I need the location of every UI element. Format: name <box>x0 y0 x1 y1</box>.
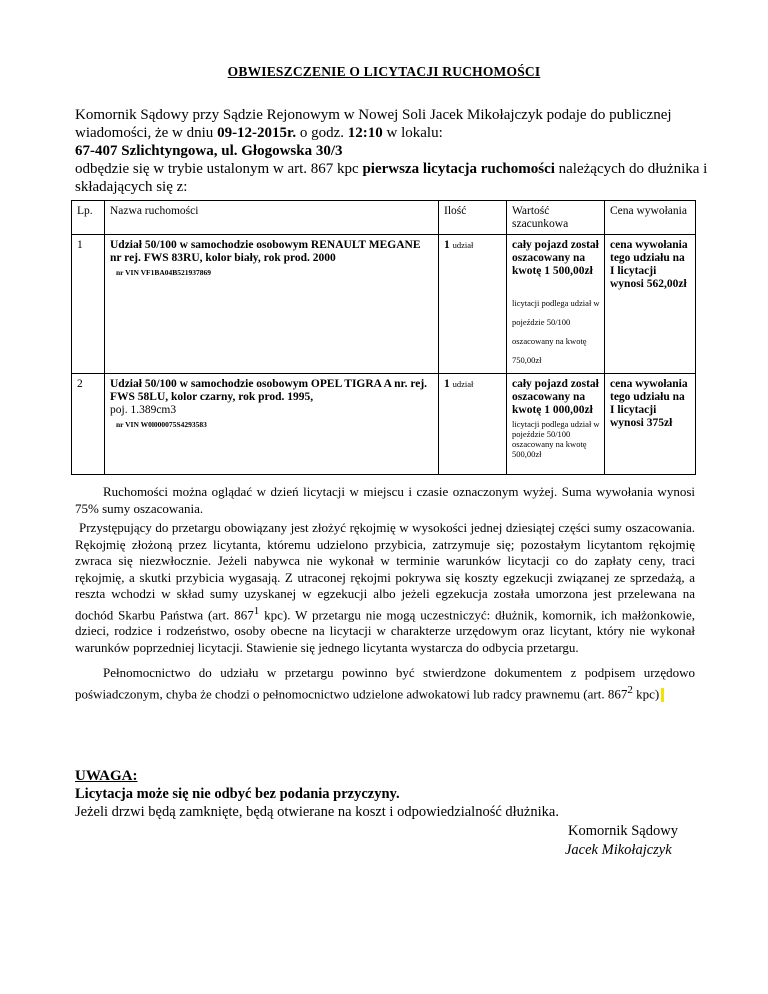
starting-price: cena wywołania tego udziału na I licytacji wynosi 562,00zł <box>610 239 688 290</box>
qty-unit: udział <box>452 379 474 389</box>
footnote-marker: 2 <box>627 683 633 696</box>
header-qty: Ilość <box>439 201 507 235</box>
item-registration: nr rej. FWS 83RU, kolor biały, rok prod. 2000 <box>110 252 336 264</box>
table-row <box>72 235 696 374</box>
starting-price: cena wywołania tego udziału na I licytacji wynosi 375zł <box>610 378 688 429</box>
value-estimate: cały pojazd został oszacowany na kwotę 1 500,00zł <box>512 239 599 277</box>
intro-text: o godz. <box>296 125 348 141</box>
intro-text: należących do dłużnika i składających się z: <box>75 161 708 195</box>
row-name <box>105 374 439 475</box>
intro-paragraph <box>75 106 715 196</box>
qty-unit: udział <box>452 240 474 250</box>
auction-time: 12:10 <box>347 125 383 141</box>
row-price <box>605 374 696 475</box>
row-lp: 1 <box>72 235 105 374</box>
intro-text: w lokalu: <box>382 125 443 141</box>
intro-text: Komornik Sądowy przy Sądzie Rejonowym w Nowej Soli Jacek Mikołajczyk podaje do publicznej wiadomości, że w dniu <box>75 107 672 141</box>
signature-name: Jacek Mikołajczyk <box>565 842 672 858</box>
proxy-text: kpc) <box>632 685 660 701</box>
row-value <box>507 374 605 475</box>
value-note: licytacji podlega udział w pojeździe 50/100 oszacowany na kwotę 750,00zł <box>512 298 600 365</box>
deposit-text: kpc). W przetargu nie mogą uczestniczyć: dłużnik, komornik, ich małżonkowie, dzieci, rodzice i rodzeństwo, osoby obecne na licytacji w charakterze urzędowym oraz licytant, który nie wykonał warunków poprzedniej licytacji. Stawienie się jednego licytanta wystarcza do odbycia przetargu. <box>75 606 695 655</box>
notice-line: Jeżeli drzwi będą zamknięte, będą otwierane na koszt i odpowiedzialność dłużnika. <box>75 804 559 820</box>
viewing-paragraph: Ruchomości można oglądać w dzień licytacji w miejscu i czasie oznaczonym wyżej. Suma wywołania wynosi 75% sumy oszacowania. <box>75 484 695 516</box>
item-vin: nr VIN W0l000075S4293583 <box>116 420 207 429</box>
item-name: Udział 50/100 w samochodzie osobowym OPEL TIGRA A nr. rej. FWS 58LU, kolor czarny, rok prod. 1995, <box>110 378 428 403</box>
text-cursor <box>661 688 664 702</box>
item-capacity: poj. 1.389cm3 <box>110 404 177 416</box>
deposit-paragraph <box>75 520 695 656</box>
row-name <box>105 235 439 374</box>
qty-number: 1 <box>444 239 450 251</box>
items-table <box>71 200 696 475</box>
document-title: OBWIESZCZENIE O LICYTACJI RUCHOMOŚCI <box>227 64 541 79</box>
notice-line: Licytacja może się nie odbyć bez podania przyczyny. <box>75 786 400 802</box>
header-lp: Lp. <box>72 201 105 235</box>
deposit-text: Przystępujący do przetargu obowiązany jest złożyć rękojmię w wysokości jednej dziesiątej części sumy oszacowania. Rękojmię złożoną przez licytanta, któremu udzielono przybicia, zatrzymuje się; pozostałym licytantom rękojmię zwraca się niezwłocznie. Jeżeli nabywca nie wykonał w terminie warunków licytacji co do zapłaty ceny, traci rękojmię, a skutki przybicia wygasają. Z utraconej rękojmi pokrywa się koszty egzekucji związanej ze sprzedażą, a reszta wchodzi w skład sumy uzyskanej w egzekucji albo jeżeli egzekucja została umorzona jest przelewana na dochód Skarbu Państwa (art. 867 <box>75 520 695 622</box>
table-row <box>72 374 696 475</box>
intro-text: odbędzie się w trybie ustalonym w art. 867 kpc <box>75 161 363 177</box>
header-price: Cena wywołania <box>605 201 696 235</box>
row-lp: 2 <box>72 374 105 475</box>
row-qty <box>439 374 507 475</box>
header-value: Wartość szacunkowa <box>507 201 605 235</box>
header-name: Nazwa ruchomości <box>105 201 439 235</box>
footnote-marker: 1 <box>253 604 260 617</box>
signature-role: Komornik Sądowy <box>568 823 678 839</box>
row-price <box>605 235 696 374</box>
proxy-paragraph <box>75 665 695 702</box>
auction-address: 67-407 Szlichtyngowa, ul. Głogowska 30/3 <box>75 143 343 159</box>
value-estimate: cały pojazd został oszacowany na kwotę 1 000,00zł <box>512 378 599 416</box>
item-vin: nr VIN VF1BA04B521937869 <box>116 268 212 277</box>
notice-heading: UWAGA: <box>75 768 138 784</box>
table-header-row <box>72 201 696 235</box>
proxy-text: Pełnomocnictwo do udziału w przetargu powinno być stwierdzone dokumentem z podpisem urzędowo poświadczonym, chyba że chodzi o pełnomocnictwo udzielone adwokatowi lub radcy prawnemu (art. 867 <box>75 665 695 701</box>
auction-type: pierwsza licytacja ruchomości <box>362 161 555 177</box>
row-qty <box>439 235 507 374</box>
value-note: licytacji podlega udział w pojeździe 50/100 oszacowany na kwotę 500,00zł <box>512 419 600 459</box>
auction-date: 09-12-2015r. <box>217 125 297 141</box>
qty-number: 1 <box>444 378 450 390</box>
row-value <box>507 235 605 374</box>
item-name: Udział 50/100 w samochodzie osobowym RENAULT MEGANE <box>110 239 421 251</box>
